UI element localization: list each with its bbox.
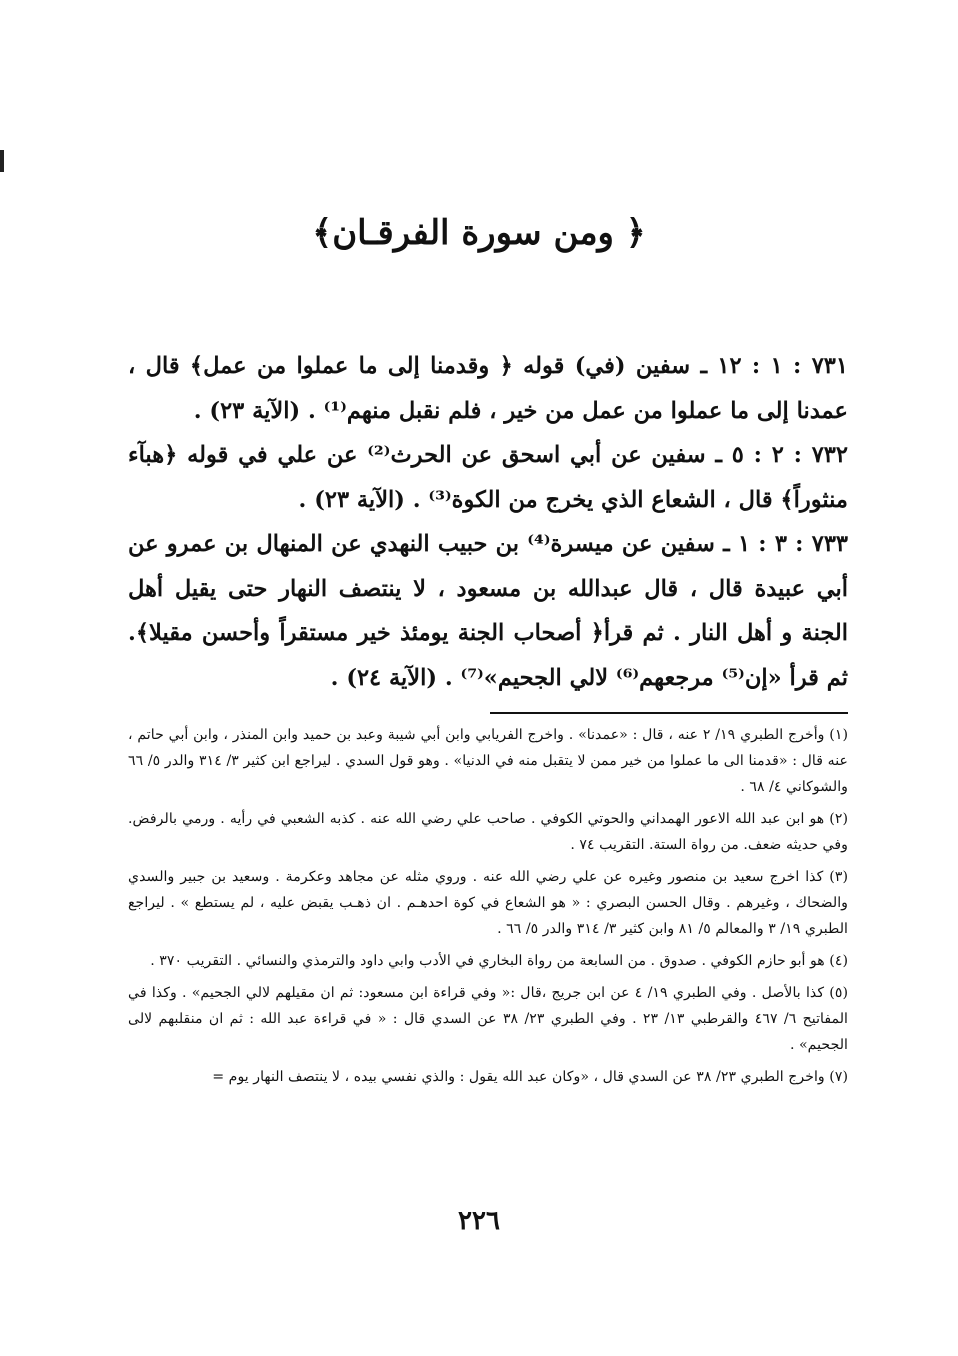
footnote-3: (٣) كذا اخرج سعيد بن منصور وغيره عن علي رضي الله عنه . وروي مثله عن مجاهد وعكرمة . وسعيد بن جبير والسدي والضحاك ، وغيرهم . وقال الحسن البصري : « هو الشعاع في كوة احدهـم . ان ذهـب يقبض عليه ، لم يستطع » . ليراجع الطبري ١٩/ ٣ والمعالم ٥/ ٨١ وابن كثير ٣/ ٣١٤ والدر ٥/ ٦٦ . <box>128 869 848 937</box>
footnotes <box>128 722 848 1096</box>
footnote-separator <box>490 712 848 714</box>
paragraph-731: ٧٣١ : ١ : ١٢ ـ سفين (في) قوله ﴿ وقدمنا إلى ما عملوا من عمل﴾ قال ، عمدنا إلى ما عملوا من عمل من خير ، فلم نقبل منهم⁽¹⁾ . (الآية ٢٣) . <box>128 353 848 424</box>
footnote-7: (٧) واخرج الطبري ٢٣/ ٣٨ عن السدي قال ، «وكان عبد الله يقول : والذي نفسي بيده ، لا ينتصف النهار يوم = <box>212 1069 848 1085</box>
footnote-4: (٤) هو أبو حازم الكوفي . صدوق . من السابعة من رواة البخاري في الأدب وابي داود والترمذي والنسائي . التقريب ٣٧٠ . <box>150 953 848 969</box>
footnote-2: (٢) هو ابن عبد الله الاعور الهمداني والحوتي الكوفي . صاحب علي رضي الله عنه . كذبه الشعبي في رأيه . ورمي بالرفض. وفي حديثه ضعف. من رواة الستة. التقريب ٧٤ . <box>128 811 848 853</box>
footnote-5: (٥) كذا بالأصل . وفي الطبري ١٩/ ٤ عن ابن جريج ،قال :« وفي قراءة ابن مسعود: ثم ان مقيلهم لالي الجحيم» . وكذا في المفاتيح ٦/ ٤٦٧ والقرطبي ١٣/ ٢٣ . وفي الطبري ٢٣/ ٣٨ عن السدي قال : « في قراءة عبد الله : ثم ان منقلبهم لالى الجحيم» . <box>128 985 849 1053</box>
footnote-1: (١) وأخرج الطبري ١٩/ ٢ عنه ، قال : «عمدنا» . واخرج الفريابي وابن أبي شيبة وعبد بن حميد وابن المنذر ، وابن أبي حاتم ، عنه قال : «قدمنا الى ما عملوا من خير ممن لا يتقبل منه في الدنيا» . وهو قول السدي . ليراجع ابن كثير ٣/ ٣١٤ والدر ٥/ ٦٦ والشوكاني ٤/ ٦٨ . <box>128 727 849 795</box>
main-text <box>128 344 848 700</box>
paragraph-733: ٧٣٣ : ٣ : ١ ـ سفين عن ميسرة⁽⁴⁾ بن حبيب النهدي عن المنهال بن عمرو عن أبي عبيدة قال ، قال عبدالله بن مسعود ، لا ينتصف النهار حتى يقيل أهل الجنة و أهل النار . ثم قرأ﴿ أصحاب الجنة يومئذ خير مستقراً وأحسن مقيلا﴾. ثم قرأ «إن⁽⁵⁾ مرجعهم⁽⁶⁾ لالي الجحيم»⁽⁷⁾ . (الآية ٢٤) . <box>128 531 848 691</box>
scan-edge-mark <box>0 150 4 172</box>
paragraph-732: ٧٣٢ : ٢ : ٥ ـ سفين عن أبي اسحق عن الحرث⁽²⁾ عن علي في قوله ﴿هبآء منثوراً﴾ قال ، الشعاع الذي يخرج من الكوة⁽³⁾ . (الآية ٢٣) . <box>128 442 848 513</box>
surah-title: ﴿ ومن سورة الفرقـان﴾ <box>312 213 646 253</box>
page-number: ٢٢٦ <box>458 1206 500 1236</box>
